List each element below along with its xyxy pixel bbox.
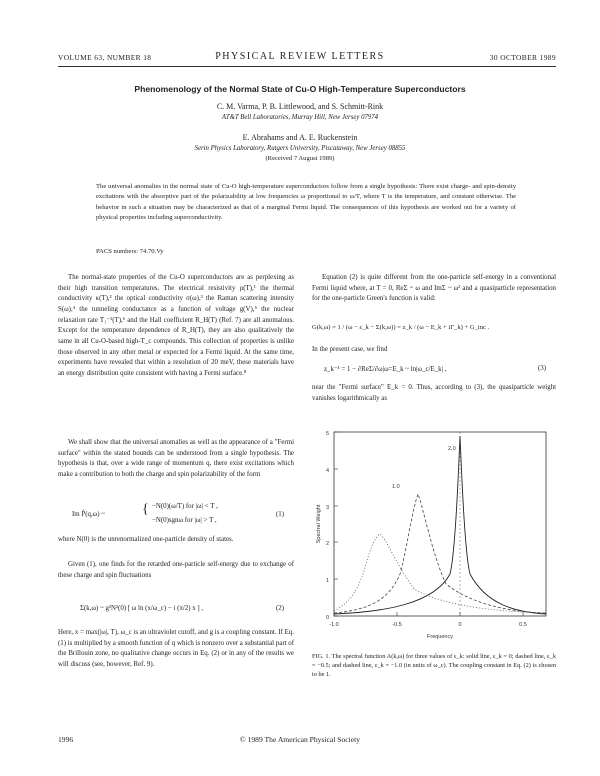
figure-caption: FIG. 1. The spectral function A(k,ω) for three values of ε_k: solid line, ε_k = 0; dashed line, ε_k = −0.5; and dashed line, ε_k = −1.0 (in units of ω_c). The coupling constant in Eq. (2) is chosen to be 1. (312, 653, 556, 679)
issue-date: 30 OCTOBER 1989 (489, 53, 556, 62)
x-tick-2: -0.5 (392, 622, 402, 628)
curve-dashed-1 (334, 494, 546, 613)
equation-1-lhs: Im P̃(q,ω) ~ (72, 511, 105, 518)
y-tick-4: 4 (325, 468, 329, 474)
affiliation-2: Serin Physics Laboratory, Rutgers University, Piscataway, New Jersey 08855 (194, 145, 406, 152)
figure-1 (314, 424, 556, 646)
left-paragraph-5: Here, x = max(|ω|, T), ω_c is an ultraviolet cutoff, and g is a coupling constant. If Eq. (1) is multiplied by a smooth function of q which is nonzero over a substantial part of the Brillouin zone, no qualitative change occurs in Eq. (2) or in any of the results we will discuss (see, however, Ref. 9). (58, 629, 294, 668)
right-paragraph-3: near the "Fermi surface" E_k = 0. Thus, according to (3), the quasiparticle weight vanishes logarithmically as (312, 384, 556, 402)
y-ticks (334, 432, 338, 616)
header-rule (58, 66, 556, 67)
authors-group-1: C. M. Varma, P. B. Littlewood, and S. Schmitt-Rink (216, 102, 384, 111)
equation-2: Σ(k,ω) ~ g²N²(0) [ ω ln (x/ω_c) − i (π/2) x ] , (80, 605, 204, 612)
left-paragraph-3: where N(0) is the unrenormalized one-particle density of states. (58, 536, 234, 543)
journal-name: PHYSICAL REVIEW LETTERS (215, 51, 385, 62)
equation-1-case-2: −N(0)sgnω for |ω| > T , (152, 517, 217, 524)
left-paragraph-4: Given (1), one finds for the retarded one-particle self-energy due to exchange of these charge and spin fluctuations (58, 561, 294, 579)
left-paragraph-1: The normal-state properties of the Cu-O superconductors are as perplexing as their high transition temperatures. The electrical resistivity ρ(T),¹ the thermal conductivity κ(T),² the optical conductivity σ(ω),³ the Raman scattering intensity S(ω),⁴ the tunneling conductance as a function of voltage g(V),⁵ the nuclear relaxation rate T₁⁻¹(T),⁶ and the Hall coefficient R_H(T) (Ref. 7) are all anomalous. Except for the temperature dependence of R_H(T), they are also qualitatively the same in all Cu-O-based high-T_c compounds. This collection of properties is unlike those observed in any other metal or expected for a Fermi liquid. At the same time, experiments have revealed that within a resolution of 20 meV, these materials have an energy distribution quite consistent with having a Fermi surface.⁸ (58, 274, 294, 377)
equation-1-case-1: −N(0)(ω/T) for |ω| < T , (152, 503, 218, 510)
x-tick-3: 0 (458, 622, 462, 628)
spectral-function-plot (314, 424, 556, 646)
curve-marker-1: 1.0 (392, 484, 400, 490)
equation-3: z_k⁻¹ = 1 − ∂ReΣ/∂ω|ω=E_k ~ ln|ω_c/E_k| , (324, 366, 447, 373)
volume-number: VOLUME 63, NUMBER 18 (58, 53, 152, 62)
pacs-numbers: PACS numbers: 74.70.Vy (96, 248, 164, 255)
y-tick-2: 2 (325, 541, 329, 547)
y-tick-0: 0 (325, 615, 329, 621)
paper-title: Phenomenology of the Normal State of Cu-O High-Temperature Superconductors (134, 84, 466, 94)
authors-group-2: E. Abrahams and A. E. Ruckenstein (242, 133, 358, 142)
x-tick-1: -1.0 (329, 622, 339, 628)
equation-3-number: (3) (538, 365, 547, 372)
y-tick-1: 1 (325, 578, 329, 584)
abstract: The universal anomalies in the normal state of Cu-O high-temperature superconductors follow from a single hypothesis: There exist charge- and spin-density excitations with the absorptive part of the polarizability at low frequencies ω proportional to ω/T, where T is the temperature, and constant otherwise. The behavior in such a situation may be characterized as that of a marginal Fermi liquid. The consequences of this hypothesis are worked out for a variety of physical properties including superconductivity. (96, 183, 516, 222)
right-paragraph-1: Equation (2) is quite different from the one-particle self-energy in a conventional Fermi liquid where, at T = 0, ReΣ ~ ω and ImΣ ~ ω² and a quasiparticle representation for the one-particle Green's function is valid: (312, 274, 556, 303)
curve-marker-2: 2.0 (448, 446, 456, 452)
x-tick-4: 0.5 (519, 622, 527, 628)
affiliation-1: AT&T Bell Laboratories, Murray Hill, New Jersey 07974 (221, 114, 379, 121)
y-axis-label: Spectral Weight (316, 504, 322, 544)
left-paragraph-2: We shall show that the universal anomalies as well as the appearance of a "Fermi surface" within the stated bounds can be understood from a single hypothesis. The hypothesis is that, over a wide range of momentum q, there exist excitations which make a contribution to both the charge and spin polarizability of the form (58, 439, 294, 478)
received-date: (Received 7 August 1989) (265, 155, 335, 162)
curve-dashed-2 (334, 534, 546, 613)
x-ticks (334, 612, 523, 616)
curve-solid (334, 436, 546, 614)
right-paragraph-2: In the present case, we find (312, 346, 388, 353)
equation-green-function: G(k,ω) = 1 / (ω − ε_k − Σ(k,ω)) = z_k / (ω − E_k + iΓ_k) + G_inc . (312, 324, 490, 331)
equation-1-number: (1) (276, 511, 285, 518)
equation-2-number: (2) (276, 605, 285, 612)
x-axis-label: Frequency (427, 634, 453, 640)
page-number: 1996 (58, 735, 74, 744)
y-tick-5: 5 (325, 431, 329, 437)
copyright: © 1989 The American Physical Society (239, 735, 361, 744)
y-tick-3: 3 (325, 505, 329, 511)
plot-frame (334, 432, 546, 616)
equation-1-brace: { (142, 502, 149, 517)
